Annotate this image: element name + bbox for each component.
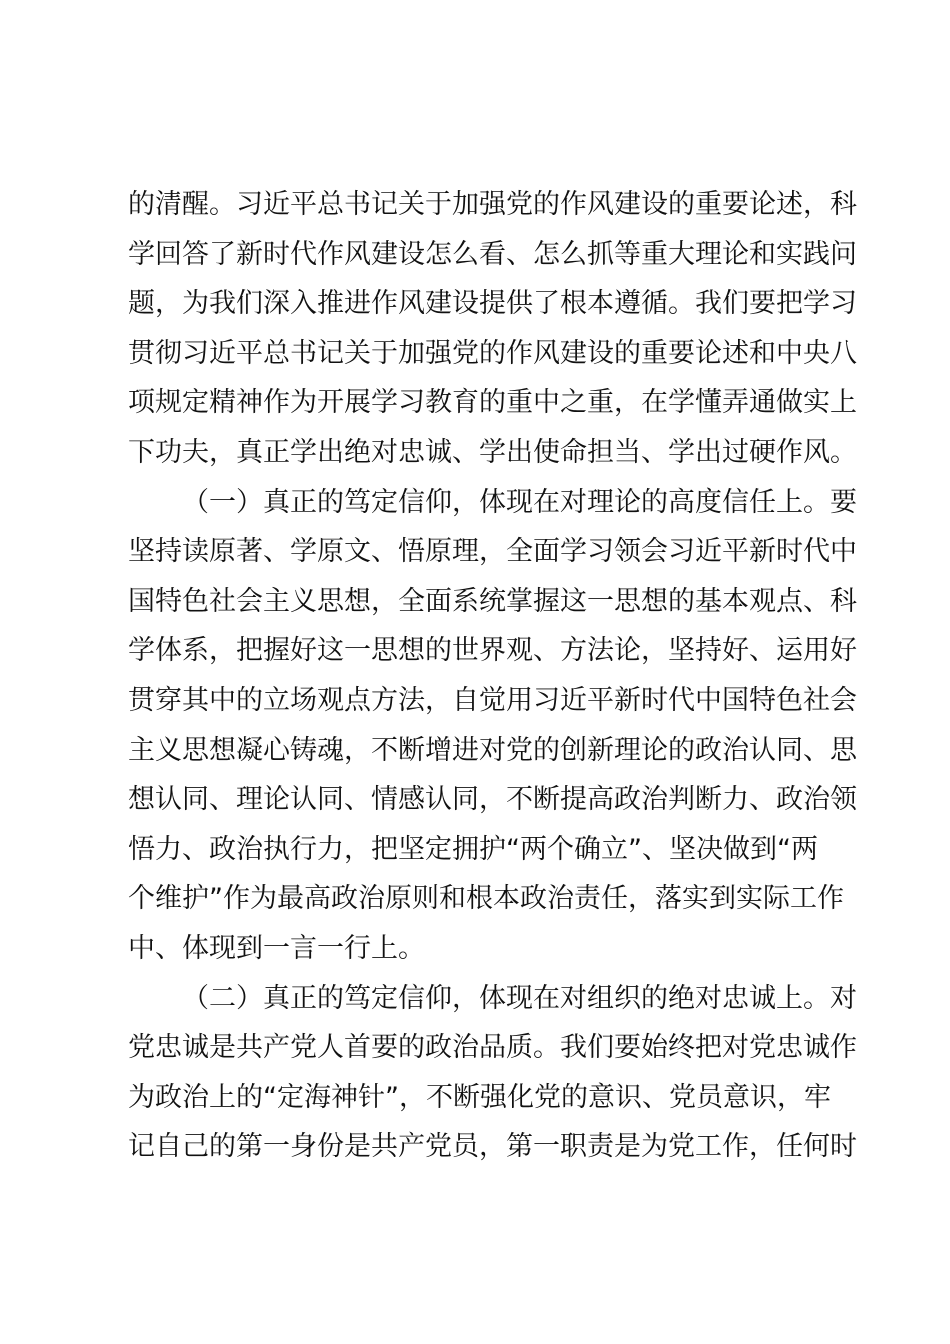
document-body	[128, 180, 857, 1172]
text-line: 学回答了新时代作风建设怎么看、怎么抓等重大理论和实践问	[128, 238, 857, 270]
text-line: 中、体现到一言一行上。	[128, 932, 425, 964]
text-line: 个维护”作为最高政治原则和根本政治责任，落实到实际工作	[128, 883, 844, 915]
text-line: 坚持读原著、学原文、悟原理，全面学习领会习近平新时代中	[128, 536, 857, 568]
text-line: 学体系，把握好这一思想的世界观、方法论，坚持好、运用好	[128, 635, 857, 667]
text-line: 下功夫，真正学出绝对忠诚、学出使命担当、学出过硬作风。	[128, 436, 857, 468]
text-line: 党忠诚是共产党人首要的政治品质。我们要始终把对党忠诚作	[128, 1032, 857, 1064]
text-line: 想认同、理论认同、情感认同，不断提高政治判断力、政治领	[128, 784, 857, 816]
text-line: 悟力、政治执行力，把坚定拥护“两个确立”、坚决做到“两	[128, 833, 818, 865]
text-line: 的清醒。习近平总书记关于加强党的作风建设的重要论述，科	[128, 189, 857, 220]
text-line: 贯彻习近平总书记关于加强党的作风建设的重要论述和中央八	[128, 337, 857, 369]
text-line: 主义思想凝心铸魂，不断增进对党的创新理论的政治认同、思	[128, 734, 857, 766]
section-heading-2: （二）真正的笃定信仰，体现在对组织的绝对忠诚上。对	[182, 982, 857, 1014]
text-line: 记自己的第一身份是共产党员，第一职责是为党工作，任何时	[128, 1131, 857, 1163]
text-line: 国特色社会主义思想，全面系统掌握这一思想的基本观点、科	[128, 585, 857, 617]
text-line: 为政治上的“定海神针”，不断强化党的意识、党员意识，牢	[128, 1081, 831, 1113]
section-heading-1: （一）真正的笃定信仰，体现在对理论的高度信任上。要	[182, 486, 857, 518]
text-line: 题，为我们深入推进作风建设提供了根本遵循。我们要把学习	[128, 288, 857, 320]
text-line: 项规定精神作为开展学习教育的重中之重，在学懂弄通做实上	[128, 387, 857, 419]
text-line: 贯穿其中的立场观点方法，自觉用习近平新时代中国特色社会	[128, 684, 857, 716]
